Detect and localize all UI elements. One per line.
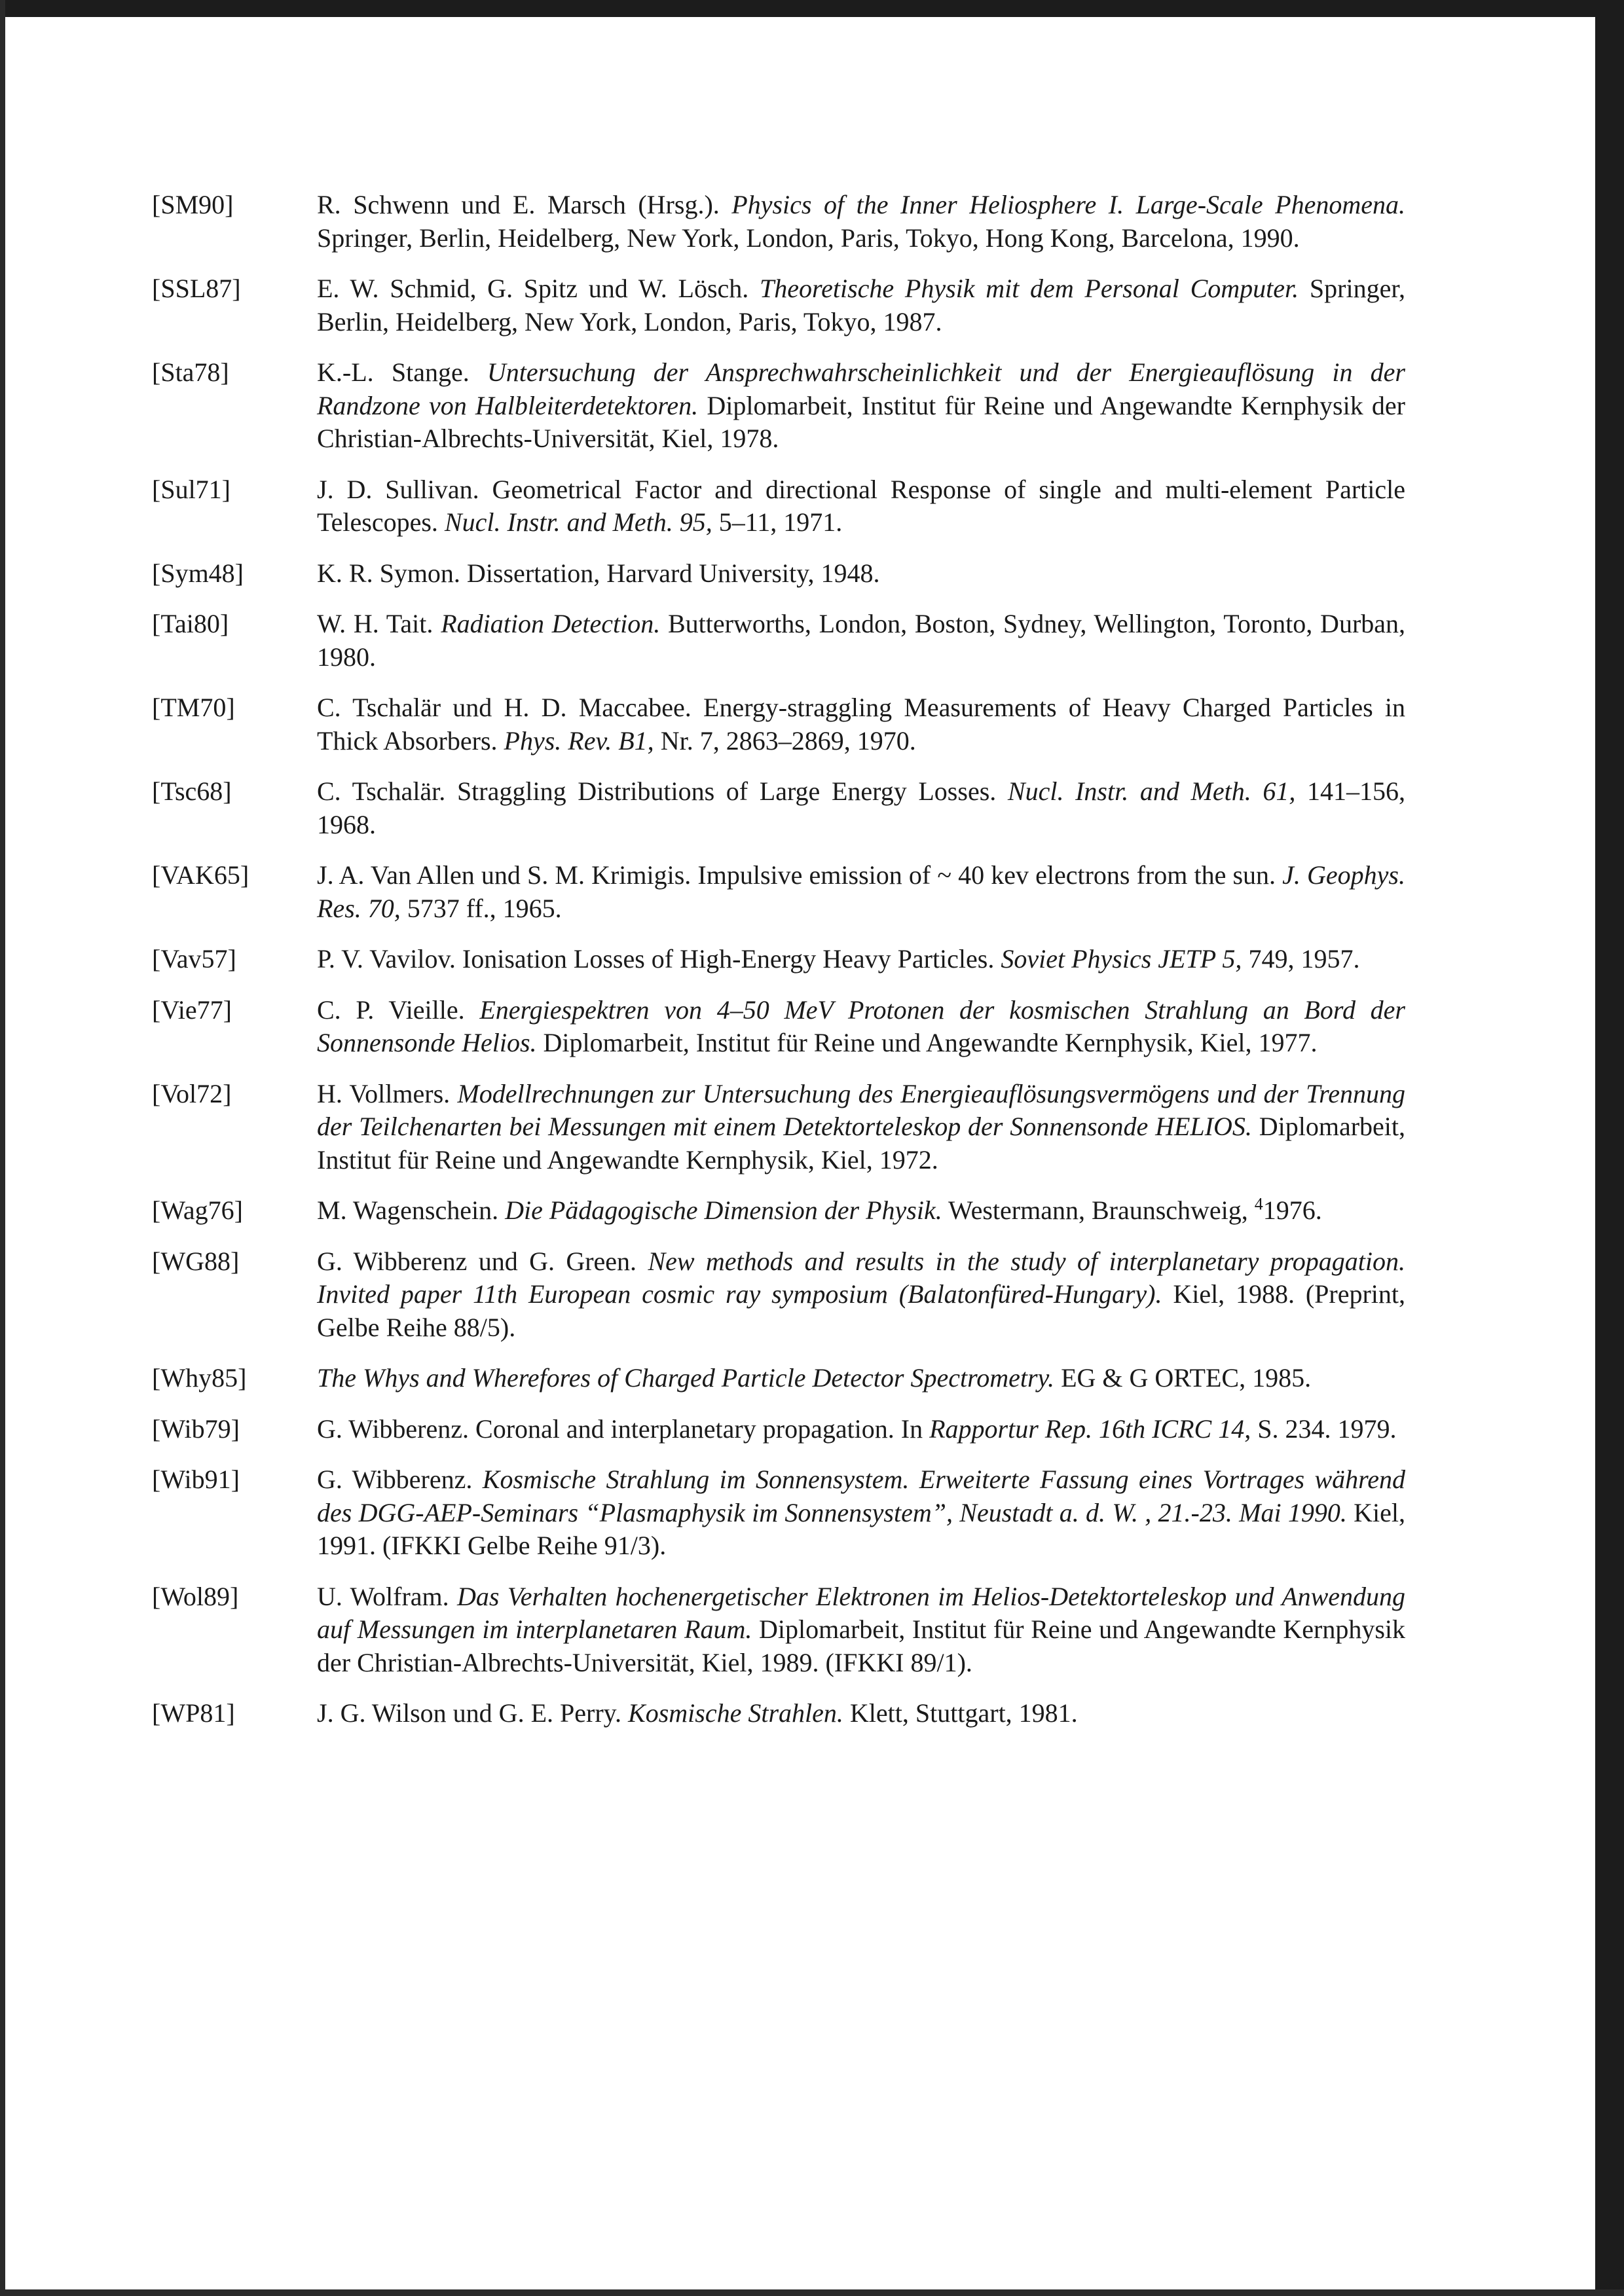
authors: E. W. Schmid, G. Spitz und W. Lösch. [317, 274, 749, 303]
authors: K. R. Symon. Dissertation, Harvard University, 1948. [317, 558, 880, 588]
journal-title: Phys. Rev. B1, [504, 725, 654, 756]
work-title: Energiespektren von 4–50 MeV Protonen der kosmischen Strahlung an Bord der Sonnensonde Helios. [317, 994, 1405, 1057]
citation-text [317, 1413, 1405, 1446]
authors: R. Schwenn und E. Marsch (Hrsg.). [317, 190, 720, 219]
bibliography-list [152, 189, 1405, 1748]
citation-text [317, 1463, 1405, 1563]
citation-key: [Vie77] [152, 994, 232, 1025]
authors: U. Wolfram. [317, 1581, 449, 1611]
bib-entry [152, 189, 1405, 255]
citation-text [317, 356, 1405, 456]
authors: K.-L. Stange. [317, 357, 470, 387]
citation-key: [VAK65] [152, 860, 249, 890]
proceedings-title: Rapportur Rep. 16th ICRC 14, [929, 1413, 1251, 1444]
citation-text [317, 994, 1405, 1060]
work-title: The Whys and Wherefores of Charged Particle Detector Spectrometry. [317, 1363, 1055, 1393]
citation-text [317, 1194, 1405, 1228]
bib-entry [152, 691, 1405, 757]
journal-title: Nucl. Instr. and Meth. 95, [444, 507, 712, 537]
citation-text [317, 1078, 1405, 1177]
bib-entry [152, 1078, 1405, 1177]
bib-entry [152, 356, 1405, 456]
work-title: Physics of the Inner Heliosphere I. Large-Scale Phenomena. [731, 190, 1405, 219]
journal-title: Soviet Physics JETP 5, [1001, 944, 1242, 974]
publication-details: Butterworths, London, Boston, Sydney, Wellington, Toronto, Durban, 1980. [317, 609, 1406, 672]
authors: C. Tschalär. Straggling Distributions of Large Energy Losses. [317, 776, 997, 806]
citation-text [317, 189, 1405, 255]
citation-key: [Vav57] [152, 944, 236, 974]
publication-details: Diplomarbeit, Institut für Reine und Angewandte Kernphysik, Kiel, 1972. [317, 1112, 1405, 1175]
citation-text [317, 473, 1405, 539]
citation-text [317, 775, 1405, 841]
citation-key: [Sta78] [152, 357, 229, 387]
work-title: Die Pädagogische Dimension der Physik. [505, 1195, 942, 1225]
bib-entry [152, 859, 1405, 925]
authors: J. G. Wilson und G. E. Perry. [317, 1698, 622, 1728]
bib-entry [152, 1463, 1405, 1563]
publication-details: Nr. 7, 2863–2869, 1970. [660, 725, 916, 756]
publication-details: Springer, Berlin, Heidelberg, New York, London, Paris, Tokyo, Hong Kong, Barcelona, 1990. [317, 223, 1300, 253]
authors: J. A. Van Allen und S. M. Krimigis. Impulsive emission of ~ 40 kev electrons from the sun. [317, 860, 1276, 890]
bib-entry [152, 1194, 1405, 1228]
work-title: Radiation Detection. [441, 609, 661, 638]
scan-border-top [0, 0, 1624, 17]
work-title: Untersuchung der Ansprechwahrscheinlichkeit und der Energieauflösung in der Randzone von Halbleiterdetektoren. [317, 357, 1405, 420]
publication-details: S. 234. 1979. [1257, 1413, 1397, 1444]
work-title: New methods and results in the study of interplanetary propagation. Invited paper 11th European cosmic ray symposium (Balatonfüred-Hungary). [317, 1246, 1406, 1309]
work-title: Kosmische Strahlen. [628, 1698, 843, 1728]
work-title: Das Verhalten hochenergetischer Elektronen im Helios-Detektorteleskop und Anwendung auf Messungen im interplanetaren Raum. [317, 1581, 1406, 1644]
bib-entry [152, 1580, 1405, 1680]
citation-key: [Vol72] [152, 1078, 232, 1108]
publication-details: Diplomarbeit, Institut für Reine und Angewandte Kernphysik der Christian-Albrechts-Universität, Kiel, 1978. [317, 390, 1406, 453]
citation-key: [WG88] [152, 1246, 240, 1276]
publication-details: Diplomarbeit, Institut für Reine und Angewandte Kernphysik der Christian-Albrechts-Universität, Kiel, 1989. (IFKKI 89/1). [317, 1614, 1406, 1677]
work-title: Modellrechnungen zur Untersuchung des Energieauflösungsvermögens und der Trennung der Teilchenarten bei Messungen mit einem Detektorteleskop der Sonnensonde HELIOS. [317, 1078, 1406, 1141]
citation-text [317, 859, 1405, 925]
authors: C. P. Vieille. [317, 994, 465, 1025]
bib-entry [152, 1413, 1405, 1446]
citation-key: [Wag76] [152, 1195, 243, 1225]
publication-details: 749, 1957. [1248, 944, 1360, 974]
citation-key: [Tai80] [152, 609, 229, 638]
work-title: Kosmische Strahlung im Sonnensystem. Erweiterte Fassung eines Vortrages während des DGG-AEP-Seminars “Plasmaphysik im Sonnensystem”, Neustadt a. d. W. , 21.-23. Mai 1990. [317, 1465, 1405, 1527]
citation-key: [Sul71] [152, 474, 231, 504]
scan-border-right [1595, 0, 1624, 2296]
bib-entry [152, 775, 1405, 841]
publication-details: Springer, Berlin, Heidelberg, New York, London, Paris, Tokyo, 1987. [317, 274, 1406, 337]
citation-key: [Wib79] [152, 1413, 240, 1444]
authors: W. H. Tait. [317, 609, 434, 638]
journal-title: Nucl. Instr. and Meth. 61, [1007, 776, 1296, 806]
bib-entry [152, 473, 1405, 539]
citation-key: [Sym48] [152, 558, 244, 588]
publication-details: Westermann, Braunschweig, [948, 1195, 1248, 1225]
authors: J. D. Sullivan. Geometrical Factor and directional Response of single and multi-element Particle Telescopes. [317, 474, 1405, 537]
publication-details: 5–11, 1971. [718, 507, 843, 537]
bib-entry [152, 1697, 1405, 1730]
citation-text [317, 1580, 1405, 1680]
authors: P. V. Vavilov. Ionisation Losses of High-Energy Heavy Particles. [317, 944, 995, 974]
authors: C. Tschalär und H. D. Maccabee. Energy-straggling Measurements of Heavy Charged Particles in Thick Absorbers. [317, 693, 1405, 756]
citation-text [317, 557, 1405, 591]
bib-entry [152, 994, 1405, 1060]
bib-entry [152, 1362, 1405, 1395]
publication-details: Kiel, 1991. (IFKKI Gelbe Reihe 91/3). [317, 1497, 1405, 1560]
publication-details: Diplomarbeit, Institut für Reine und Angewandte Kernphysik, Kiel, 1977. [543, 1028, 1318, 1057]
bib-entry [152, 557, 1405, 591]
bib-entry [152, 272, 1405, 338]
citation-key: [SM90] [152, 190, 234, 219]
publication-details: Kiel, 1988. (Preprint, Gelbe Reihe 88/5). [317, 1279, 1406, 1342]
authors: G. Wibberenz und G. Green. [317, 1246, 637, 1276]
work-title: Theoretische Physik mit dem Personal Computer. [760, 274, 1299, 303]
citation-key: [SSL87] [152, 274, 241, 303]
citation-key: [Tsc68] [152, 776, 232, 806]
citation-text [317, 1245, 1405, 1345]
authors: G. Wibberenz. Coronal and interplanetary propagation. In [317, 1413, 923, 1444]
publication-details: EG & G ORTEC, 1985. [1061, 1363, 1312, 1393]
authors: M. Wagenschein. [317, 1195, 499, 1225]
citation-text [317, 1697, 1405, 1730]
citation-key: [WP81] [152, 1698, 235, 1728]
publication-details: 141–156, 1968. [317, 776, 1406, 839]
citation-text [317, 943, 1405, 976]
citation-key: [Why85] [152, 1363, 247, 1393]
scan-border-left [0, 0, 5, 2296]
bib-entry [152, 608, 1405, 674]
citation-key: [Wol89] [152, 1581, 239, 1611]
authors: G. Wibberenz. [317, 1465, 473, 1494]
citation-text [317, 272, 1405, 338]
citation-key: [Wib91] [152, 1465, 240, 1494]
publication-year: 1976. [1263, 1195, 1322, 1225]
citation-text [317, 1362, 1405, 1395]
bib-entry [152, 943, 1405, 976]
edition-number: 4 [1254, 1194, 1263, 1214]
citation-text [317, 691, 1405, 757]
authors: H. Vollmers. [317, 1078, 451, 1108]
citation-text [317, 608, 1405, 674]
publication-details: 5737 ff., 1965. [407, 893, 562, 923]
citation-key: [TM70] [152, 693, 235, 722]
scan-border-bottom [0, 2289, 1624, 2296]
bib-entry [152, 1245, 1405, 1345]
journal-title: J. Geophys. Res. 70, [317, 860, 1405, 923]
publication-details: Klett, Stuttgart, 1981. [849, 1698, 1078, 1728]
